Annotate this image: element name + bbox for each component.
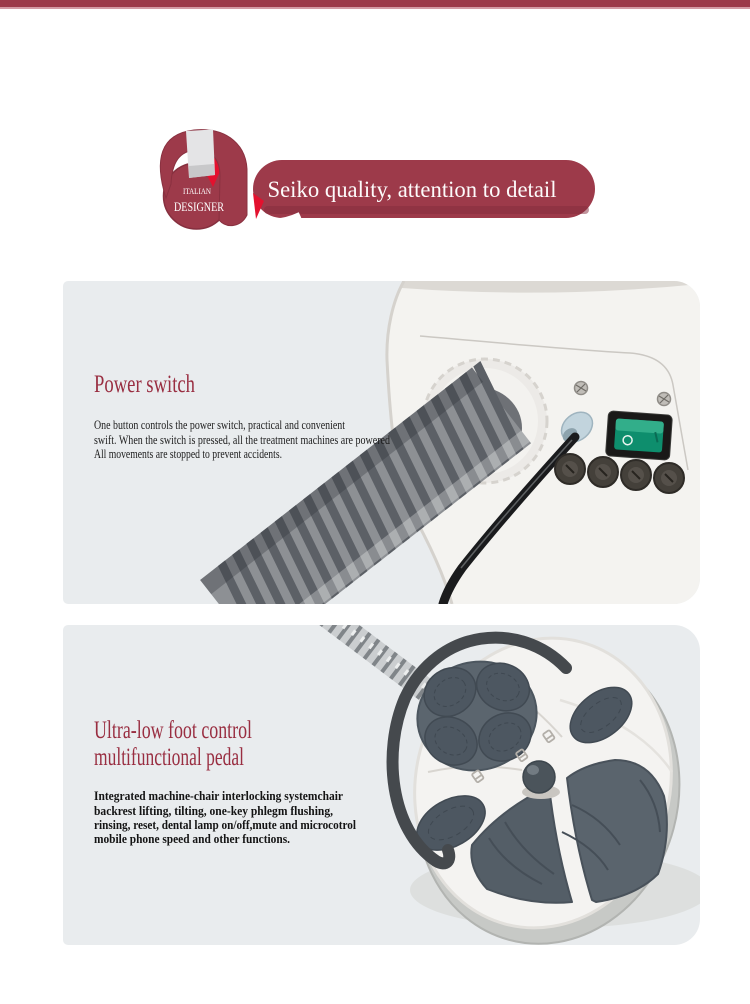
badge-text-bottom: DESIGNER bbox=[174, 199, 225, 214]
power-switch-heading: Power switch bbox=[94, 371, 196, 398]
power-switch-photo bbox=[63, 281, 700, 604]
power-rocker-switch bbox=[605, 411, 672, 460]
panel-foot-pedal bbox=[63, 625, 700, 945]
description-line: swift. When the switch is pressed, all the treatment machines are powered bbox=[94, 433, 391, 447]
badge-text-top: ITALIAN bbox=[183, 187, 212, 196]
ribbon-banner bbox=[140, 118, 610, 253]
pedal-heading-line: Ultra-low foot control bbox=[94, 717, 253, 744]
top-accent-bar bbox=[0, 0, 750, 9]
panel-power-switch bbox=[63, 281, 700, 604]
ribbon-curl-top bbox=[246, 143, 298, 158]
foot-pedal-photo bbox=[63, 625, 700, 945]
pedal-heading bbox=[94, 717, 252, 771]
description-line: backrest lifting, tilting, one-key phlegm flushing, bbox=[94, 804, 333, 818]
description-line: rinsing, reset, dental lamp on/off,mute and microcotrol bbox=[94, 818, 357, 832]
banner-pill bbox=[253, 160, 595, 218]
pedal-heading-line: multifunctional pedal bbox=[94, 744, 245, 771]
description-line: Integrated machine-chair interlocking systemchair bbox=[94, 789, 344, 803]
description-line: All movements are stopped to prevent accidents. bbox=[94, 447, 282, 461]
description-line: One button controls the power switch, practical and convenient bbox=[94, 418, 346, 432]
pedal-description bbox=[94, 789, 356, 846]
banner-title: Seiko quality, attention to detail bbox=[267, 177, 557, 202]
power-switch-description bbox=[94, 418, 391, 461]
description-line: mobile phone speed and other functions. bbox=[94, 832, 290, 846]
